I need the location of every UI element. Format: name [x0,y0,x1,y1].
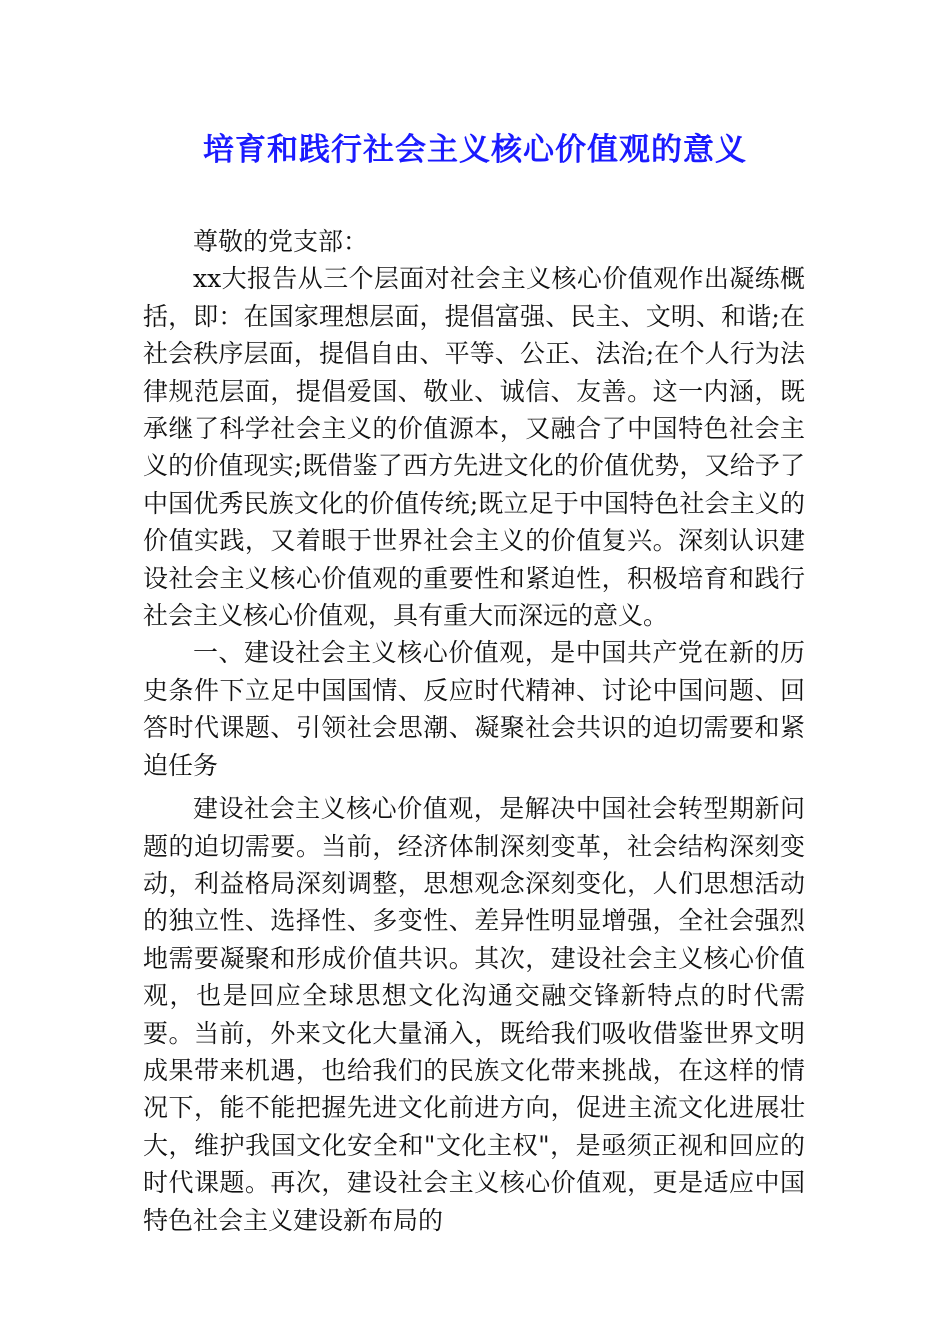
document-title: 培育和践行社会主义核心价值观的意义 [203,132,747,168]
paragraph-section-one-body: 建设社会主义核心价值观，是解决中国社会转型期新问题的迫切需要。当前，经济体制深刻变革，社会结构深刻变动，利益格局深刻调整，思想观念深刻变化，人们思想活动的独立性、选择性、多变性、差异性明显增强，全社会强烈地需要凝聚和形成价值共识。其次，建设社会主义核心价值观，也是回应全球思想文化沟通交融交锋新特点的时代需要。当前，外来文化大量涌入，既给我们吸收借鉴世界文明成果带来机遇，也给我们的民族文化带来挑战，在这样的情况下，能不能把握先进文化前进方向，促进主流文化进展壮大，维护我国文化安全和"文化主权"，是亟须正视和回应的时代课题。再次，建设社会主义核心价值观，更是适应中国特色社会主义建设新布局的 [143,794,805,1235]
document-body [143,223,805,1239]
salutation: 尊敬的党支部： [193,227,369,256]
paragraph-section-one-heading: 一、建设社会主义核心价值观，是中国共产党在新的历史条件下立足中国国情、反应时代精神、讨论中国问题、回答时代课题、引领社会思潮、凝聚社会共识的迫切需要和紧迫任务 [143,638,805,780]
paragraph-intro: xx大报告从三个层面对社会主义核心价值观作出凝练概括，即：在国家理想层面，提倡富强、民主、文明、和谐;在社会秩序层面，提倡自由、平等、公正、法治;在个人行为法律规范层面，提倡爱国、敬业、诚信、友善。这一内涵，既承继了科学社会主义的价值源本，又融合了中国特色社会主义的价值现实;既借鉴了西方先进文化的价值优势，又给予了中国优秀民族文化的价值传统;既立足于中国特色社会主义的价值实践，又着眼于世界社会主义的价值复兴。深刻认识建设社会主义核心价值观的重要性和紧迫性，积极培育和践行社会主义核心价值观，具有重大而深远的意义。 [143,264,805,631]
